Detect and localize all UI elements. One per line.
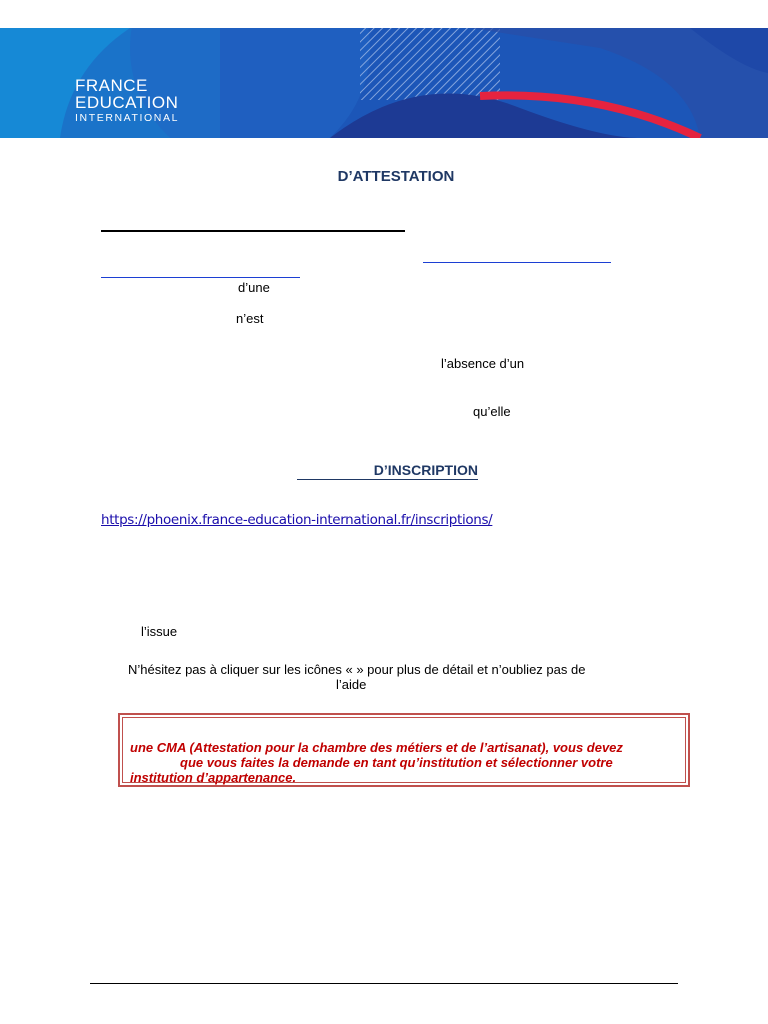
help-text-line-1: N’hésitez pas à cliquer sur les icônes « » pour plus de détail et n’oubliez pas de — [128, 662, 586, 677]
header-banner — [0, 28, 768, 138]
notice-line-1: une CMA (Attestation pour la chambre des métiers et de l’artisanat), vous devez — [130, 740, 623, 755]
inscription-link[interactable]: https://phoenix.france-education-international.fr/inscriptions/ — [101, 512, 493, 528]
blue-underline-2 — [101, 277, 300, 278]
text-fragment-issue: l’issue — [141, 624, 178, 639]
notice-box-inner — [122, 717, 686, 783]
text-fragment-d-une: d’une — [238, 280, 270, 295]
notice-line-3: institution d’appartenance. — [130, 770, 297, 785]
logo-line-3: INTERNATIONAL — [75, 112, 180, 124]
notice-line-2: que vous faites la demande en tant qu’institution et sélectionner votre — [180, 755, 613, 770]
text-fragment-absence: l’absence d’un — [441, 356, 525, 371]
text-fragment-qu-elle: qu’elle — [473, 404, 511, 419]
section-heading-inscription: D’INSCRIPTION — [297, 462, 478, 480]
signature-line — [101, 230, 405, 232]
logo-line-1: FRANCE — [75, 76, 148, 95]
logo-line-2: EDUCATION — [75, 93, 179, 112]
notice-box — [118, 713, 690, 787]
blue-underline-1 — [423, 262, 611, 263]
text-fragment-n-est: n’est — [236, 311, 264, 326]
document-title: D’ATTESTATION — [337, 168, 455, 185]
help-text-line-2: l’aide — [336, 677, 367, 692]
footer-line — [90, 983, 678, 984]
france-education-logo — [75, 77, 179, 125]
